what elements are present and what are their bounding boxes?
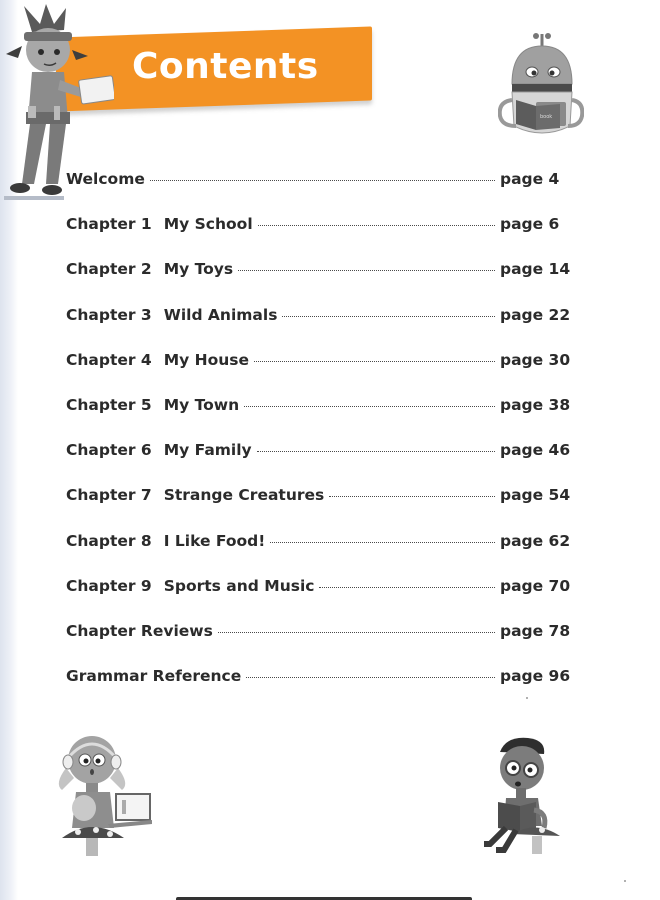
dot-leader bbox=[150, 180, 495, 181]
toc-page-number: page 22 bbox=[500, 305, 571, 324]
toc-row-welcome[interactable] bbox=[66, 170, 574, 215]
toc-row-grammar-reference[interactable] bbox=[66, 667, 574, 712]
toc-chapter-number: Chapter 9 bbox=[66, 576, 152, 595]
toc-row-chapter-6[interactable] bbox=[66, 441, 574, 486]
toc-title: My Town bbox=[163, 395, 240, 414]
print-speck bbox=[526, 697, 528, 699]
toc-chapter-number: Chapter 8 bbox=[66, 531, 152, 550]
dot-leader bbox=[238, 270, 495, 271]
dot-leader bbox=[244, 406, 495, 407]
toc-title: My Toys bbox=[163, 260, 234, 279]
toc-chapter-number: Chapter 6 bbox=[66, 441, 152, 460]
toc-page-number: page 6 bbox=[500, 215, 560, 234]
toc-title: Strange Creatures bbox=[163, 486, 325, 505]
toc-title: My Family bbox=[163, 441, 252, 460]
toc-page-number: page 30 bbox=[500, 350, 571, 369]
toc-title: Chapter Reviews bbox=[66, 621, 213, 640]
dot-leader bbox=[329, 496, 495, 497]
toc-page-number: page 70 bbox=[500, 576, 571, 595]
toc-title: Wild Animals bbox=[163, 305, 278, 324]
toc-title: My House bbox=[163, 350, 250, 369]
dot-leader bbox=[282, 316, 495, 317]
toc-chapter-number: Chapter 4 bbox=[66, 350, 152, 369]
toc-row-chapter-reviews[interactable] bbox=[66, 622, 574, 667]
toc-chapter-number: Chapter 2 bbox=[66, 260, 152, 279]
toc-page-number: page 78 bbox=[500, 621, 571, 640]
dot-leader bbox=[254, 361, 495, 362]
toc-chapter-number: Chapter 5 bbox=[66, 395, 152, 414]
toc-row-chapter-2[interactable] bbox=[66, 260, 574, 305]
toc-title: Grammar Reference bbox=[66, 667, 242, 686]
toc-page-number: page 14 bbox=[500, 260, 571, 279]
dot-leader bbox=[258, 225, 495, 226]
toc-row-chapter-1[interactable] bbox=[66, 215, 574, 260]
toc-page-number: page 38 bbox=[500, 395, 571, 414]
svg-text:book: book bbox=[540, 114, 553, 120]
toc-title: My School bbox=[163, 215, 253, 234]
toc-page-number: page 54 bbox=[500, 486, 571, 505]
boy-reading-illustration bbox=[476, 732, 566, 860]
girl-with-laptop-illustration bbox=[48, 728, 158, 858]
toc-page-number: page 4 bbox=[500, 170, 560, 188]
table-of-contents bbox=[66, 170, 574, 712]
toc-page-number: page 96 bbox=[500, 667, 571, 686]
toc-row-chapter-5[interactable] bbox=[66, 396, 574, 441]
dot-leader bbox=[257, 451, 495, 452]
robot-reading-illustration bbox=[498, 30, 584, 146]
toc-title: Sports and Music bbox=[163, 576, 315, 595]
toc-title: I Like Food! bbox=[163, 531, 266, 550]
toc-row-chapter-3[interactable] bbox=[66, 306, 574, 351]
print-speck bbox=[624, 880, 626, 882]
dot-leader bbox=[246, 677, 495, 678]
dot-leader bbox=[319, 587, 495, 588]
toc-chapter-number: Chapter 3 bbox=[66, 305, 152, 324]
toc-title: Welcome bbox=[66, 170, 145, 188]
dot-leader bbox=[218, 632, 495, 633]
toc-row-chapter-4[interactable] bbox=[66, 351, 574, 396]
toc-row-chapter-9[interactable] bbox=[66, 577, 574, 622]
dot-leader bbox=[270, 542, 495, 543]
toc-row-chapter-8[interactable] bbox=[66, 532, 574, 577]
page-title: Contents bbox=[132, 46, 319, 87]
toc-page-number: page 46 bbox=[500, 441, 571, 460]
toc-chapter-number: Chapter 7 bbox=[66, 486, 152, 505]
toc-chapter-number: Chapter 1 bbox=[66, 215, 152, 234]
toc-page-number: page 62 bbox=[500, 531, 571, 550]
toc-row-chapter-7[interactable] bbox=[66, 486, 574, 531]
